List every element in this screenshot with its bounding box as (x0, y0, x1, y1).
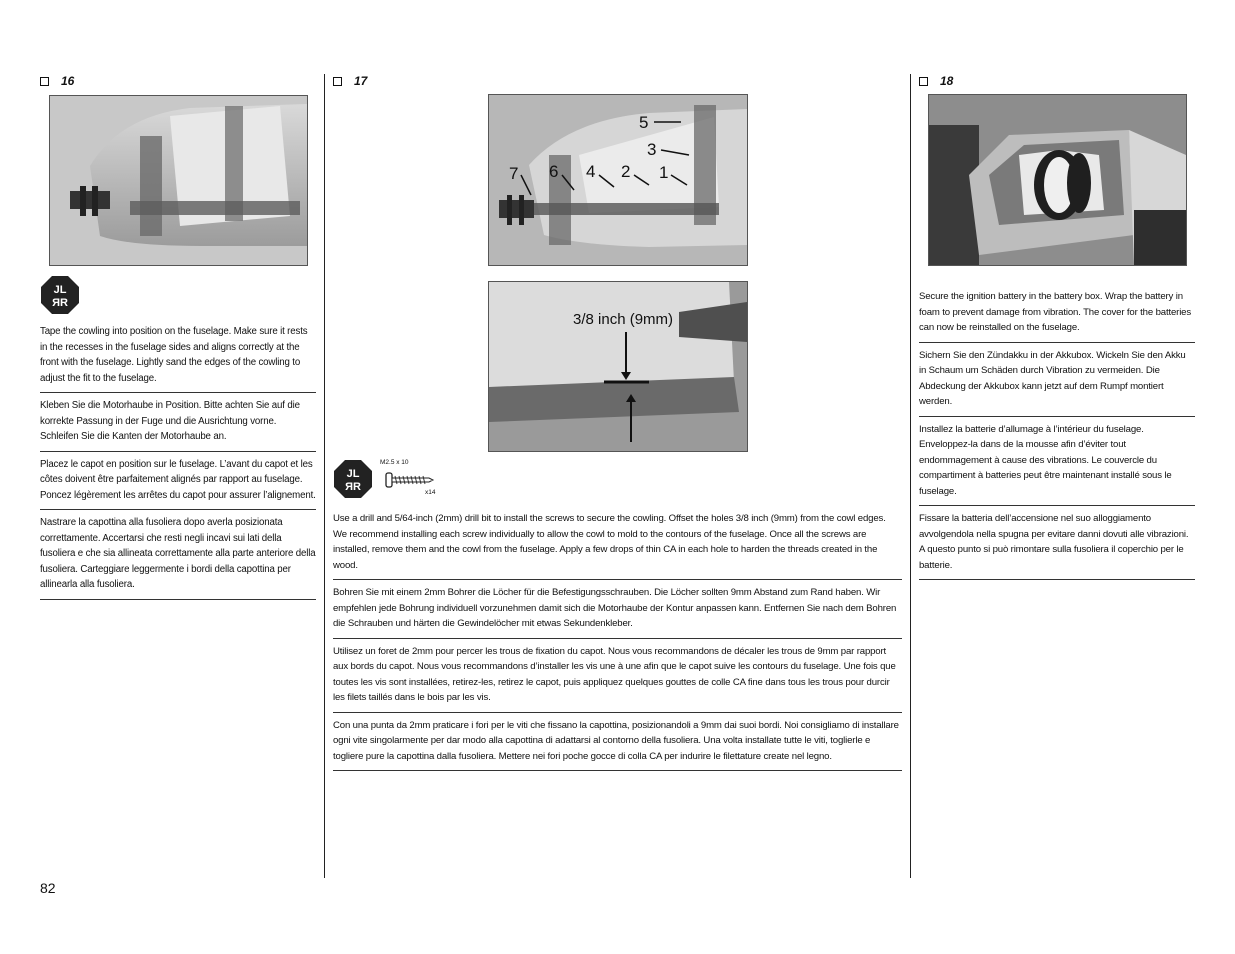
step-16-text (40, 319, 316, 600)
callout-4: 4 (586, 162, 596, 181)
instruction-fr: Installez la batterie d’allumage à l’intérieur du fuselage. Enveloppez-la dans de la mousse afin d’éviter tout endommagement à cause des vibrations. Le couvercle du compartiment à batteries peut être maintenant installé sous le fuselage. (919, 417, 1195, 507)
step-17-text (333, 506, 902, 771)
callout-1: 1 (659, 163, 669, 182)
callout-6: 6 (549, 162, 559, 181)
step-number: 18 (940, 74, 954, 88)
instruction-fr: Utilisez un foret de 2mm pour percer les trous de fixation du capot. Nous vous recommandons de décaler les trous de 9mm par rapport aux bords du capot. Nous vous recommandons d’installer les vis une à une afin que le capot suive les contours du fuselage. Une fois que toutes les vis sont installées, retirez-les, retirez le capot, puis appliquez quelques gouttes de colle CA fine dans tous les trous pour durcir les filets taillés dans le bois par les vis. (333, 639, 902, 713)
page-number: 82 (40, 880, 56, 896)
svg-text:ЯR: ЯR (345, 481, 361, 493)
instruction-it: Fissare la batteria dell’accensione nel suo alloggiamento avvolgendola nella spugna per evitare danni dovuti alle vibrazioni. A questo punto si può rimontare sulla fusoliera il coperchio per le batterie. (919, 506, 1195, 580)
instruction-de: Bohren Sie mit einem 2mm Bohrer die Löcher für die Befestigungsschrauben. Die Löcher sollten 9mm Abstand zum Rand haben. Wir empfehlen jede Bohrung individuell vorzunehmen damit sich die Motorhaube der Kontur anpassen kann. Entfernen Sie nach dem Bohren die Schrauben und härten die Gewindelöcher mit etwas Sekundenkleber. (333, 580, 902, 639)
instruction-it: Con una punta da 2mm praticare i fori per le viti che fissano la capottina, posizionandoli a 9mm dai suoi bordi. Noi consigliamo di installare ogni vite singolarmente per dar modo alla capottina di adattarsi al contorno della fusoliera. Una volta installate tutte le viti, toglierle e togliere pure la capottina dalla fusoliera. Mettere nei fori poche gocce di colla CA per indurire le filettature create nel legno. (333, 713, 902, 772)
step-18-text (919, 284, 1195, 580)
callout-5: 5 (639, 113, 649, 132)
step-16-label (40, 74, 74, 88)
step-number: 17 (354, 74, 368, 88)
hardware-quantity: x14 (425, 489, 436, 496)
instruction-en: Use a drill and 5/64-inch (2mm) drill bit to install the screws to secure the cowling. Offset the holes 3/8 inch (9mm) from the cowl edges. We recommend installing each screw individually to allow the cowl to mold to the contours of the fuselage. Once all the screws are installed, remove them and the cowl from the fuselage. Apply a few drops of thin CA in each hole to harden the threads created in the wood. (333, 506, 902, 580)
step-17-photo-detail (488, 281, 748, 452)
screw-icon (385, 470, 435, 490)
column-divider-right (910, 74, 911, 878)
step-number: 16 (61, 74, 75, 88)
step-17-photo-callouts (488, 94, 748, 266)
checkbox-icon[interactable] (40, 77, 49, 86)
step-17-label (333, 74, 367, 88)
svg-text:JL: JL (53, 284, 67, 296)
instruction-it: Nastrare la capottina alla fusoliera dopo averla posizionata correttamente. Accertarsi che resti negli incavi sui lati della fusoliera e che sia allineata correttamente alla parte anteriore della fusoliera. Carteggiare leggermente i bordi della capottina per allinearla alla fusoliera. (40, 510, 316, 600)
checkbox-icon[interactable] (919, 77, 928, 86)
instruction-de: Sichern Sie den Zündakku in der Akkubox. Wickeln Sie den Akku in Schaum um Schäden durch Vibration zu vermeiden. Die Abdeckung der Akkubox kann jetzt auf dem Rumpf montiert werden. (919, 343, 1195, 417)
callout-2: 2 (621, 162, 631, 181)
step-18-label (919, 74, 953, 88)
step-18-photo (928, 94, 1187, 266)
step-16-photo (49, 95, 308, 266)
instruction-de: Kleben Sie die Motorhaube in Position. Bitte achten Sie auf die korrekte Passung in der Fuge und die Ausrichtung vorne. Schleifen Sie die Kanten der Motorhaube an. (40, 393, 316, 452)
hex-badge-tool-icon (40, 275, 80, 315)
instruction-en: Secure the ignition battery in the battery box. Wrap the battery in foam to prevent damage from vibration. The cover for the batteries can now be reinstalled on the fuselage. (919, 284, 1195, 343)
callout-7: 7 (509, 164, 519, 183)
hardware-size: M2.5 x 10 (380, 459, 409, 466)
svg-text:JL: JL (346, 468, 360, 480)
detail-label: 3/8 inch (9mm) (573, 311, 674, 328)
column-divider-left (324, 74, 325, 878)
svg-text:ЯR: ЯR (52, 297, 68, 309)
instruction-fr: Placez le capot en position sur le fuselage. L’avant du capot et les côtes doivent être parfaitement alignés par rapport au fuselage. Poncez légèrement les arrêtes du capot pour assurer l’alignement. (40, 452, 316, 511)
instruction-en: Tape the cowling into position on the fuselage. Make sure it rests in the recesses in the fuselage sides and aligns correctly at the front with the fuselage. Lightly sand the edges of the cowling to adjust the fit to the fuselage. (40, 319, 316, 393)
hex-badge-tool-icon (333, 459, 373, 499)
checkbox-icon[interactable] (333, 77, 342, 86)
callout-3: 3 (647, 140, 657, 159)
